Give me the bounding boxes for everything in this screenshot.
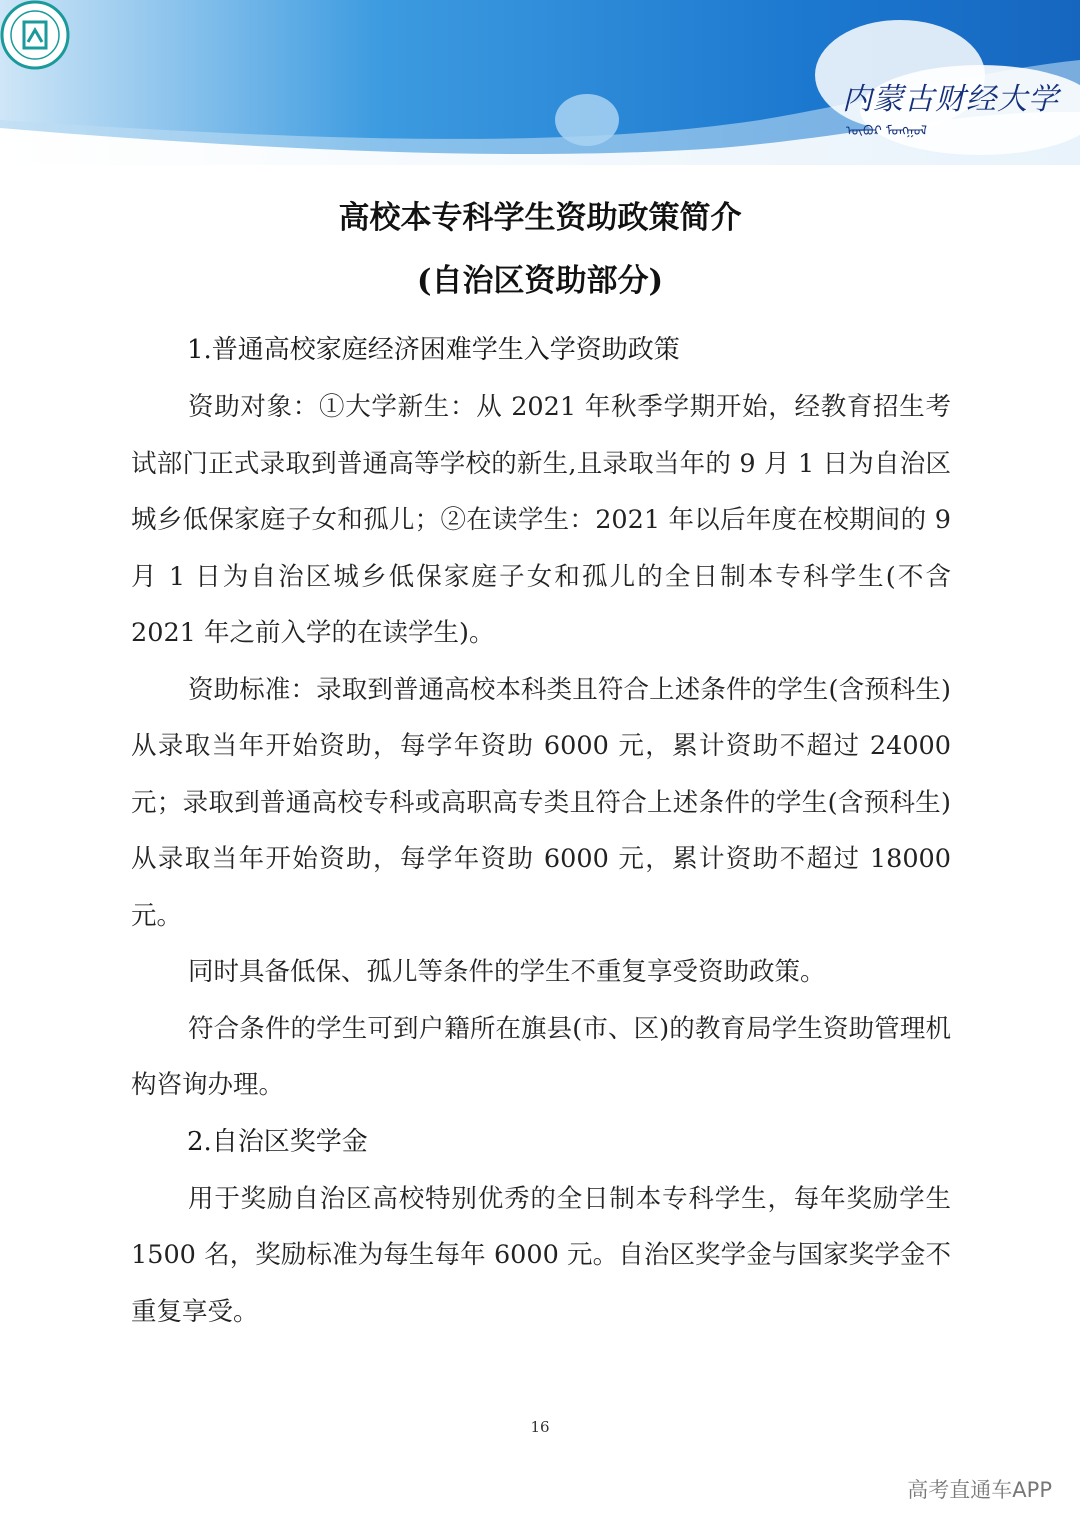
document-body: [131, 322, 951, 1340]
document-subtitle: (自治区资助部分): [416, 263, 664, 299]
section-heading-2: 2.自治区奖学金: [187, 1126, 368, 1157]
paragraph-standard: 资助标准：录取到普通高校本科类且符合上述条件的学生(含预科生)从录取当年开始资助，每学年资助 6000 元，累计资助不超过 24000 元；录取到普通高校专科或高职高专类且符合上述条件的学生(含预科生)从录取当年开始资助，每学年资助 6000 元，累计资助不超过 18000 元。: [131, 674, 951, 931]
mongolian-script-logo: ᠥᠪᠦᠷ ᠮᠣᠩᠭᠣᠯ: [846, 124, 927, 139]
university-logo-icon: [0, 0, 70, 70]
paragraph-scholarship: 用于奖励自治区高校特别优秀的全日制本专科学生，每年奖励学生 1500 名，奖励标准为每生每年 6000 元。自治区奖学金与国家奖学金不重复享受。: [131, 1183, 951, 1327]
header-banner: [0, 0, 1080, 165]
paragraph-no-duplicate: 同时具备低保、孤儿等条件的学生不重复享受资助政策。: [188, 957, 826, 987]
page-number: 16: [530, 1418, 550, 1436]
watermark: 高考直通车APP: [907, 1478, 1052, 1502]
paragraph-consult: 符合条件的学生可到户籍所在旗县(市、区)的教育局学生资助管理机构咨询办理。: [131, 1013, 951, 1100]
university-name-logo: 内蒙古财经大学: [842, 82, 1059, 117]
paragraph-eligibility: 资助对象：①大学新生：从 2021 年秋季学期开始，经教育招生考试部门正式录取到普通高等学校的新生,且录取当年的 9 月 1 日为自治区城乡低保家庭子女和孤儿；②在读学生：2021 年以后年度在校期间的 9 月 1 日为自治区城乡低保家庭子女和孤儿的全日制本专科学生(不含 2021 年之前入学的在读学生)。: [131, 392, 951, 648]
section-heading-1: 1.普通高校家庭经济困难学生入学资助政策: [187, 335, 680, 365]
document-title: 高校本专科学生资助政策简介: [338, 200, 742, 236]
